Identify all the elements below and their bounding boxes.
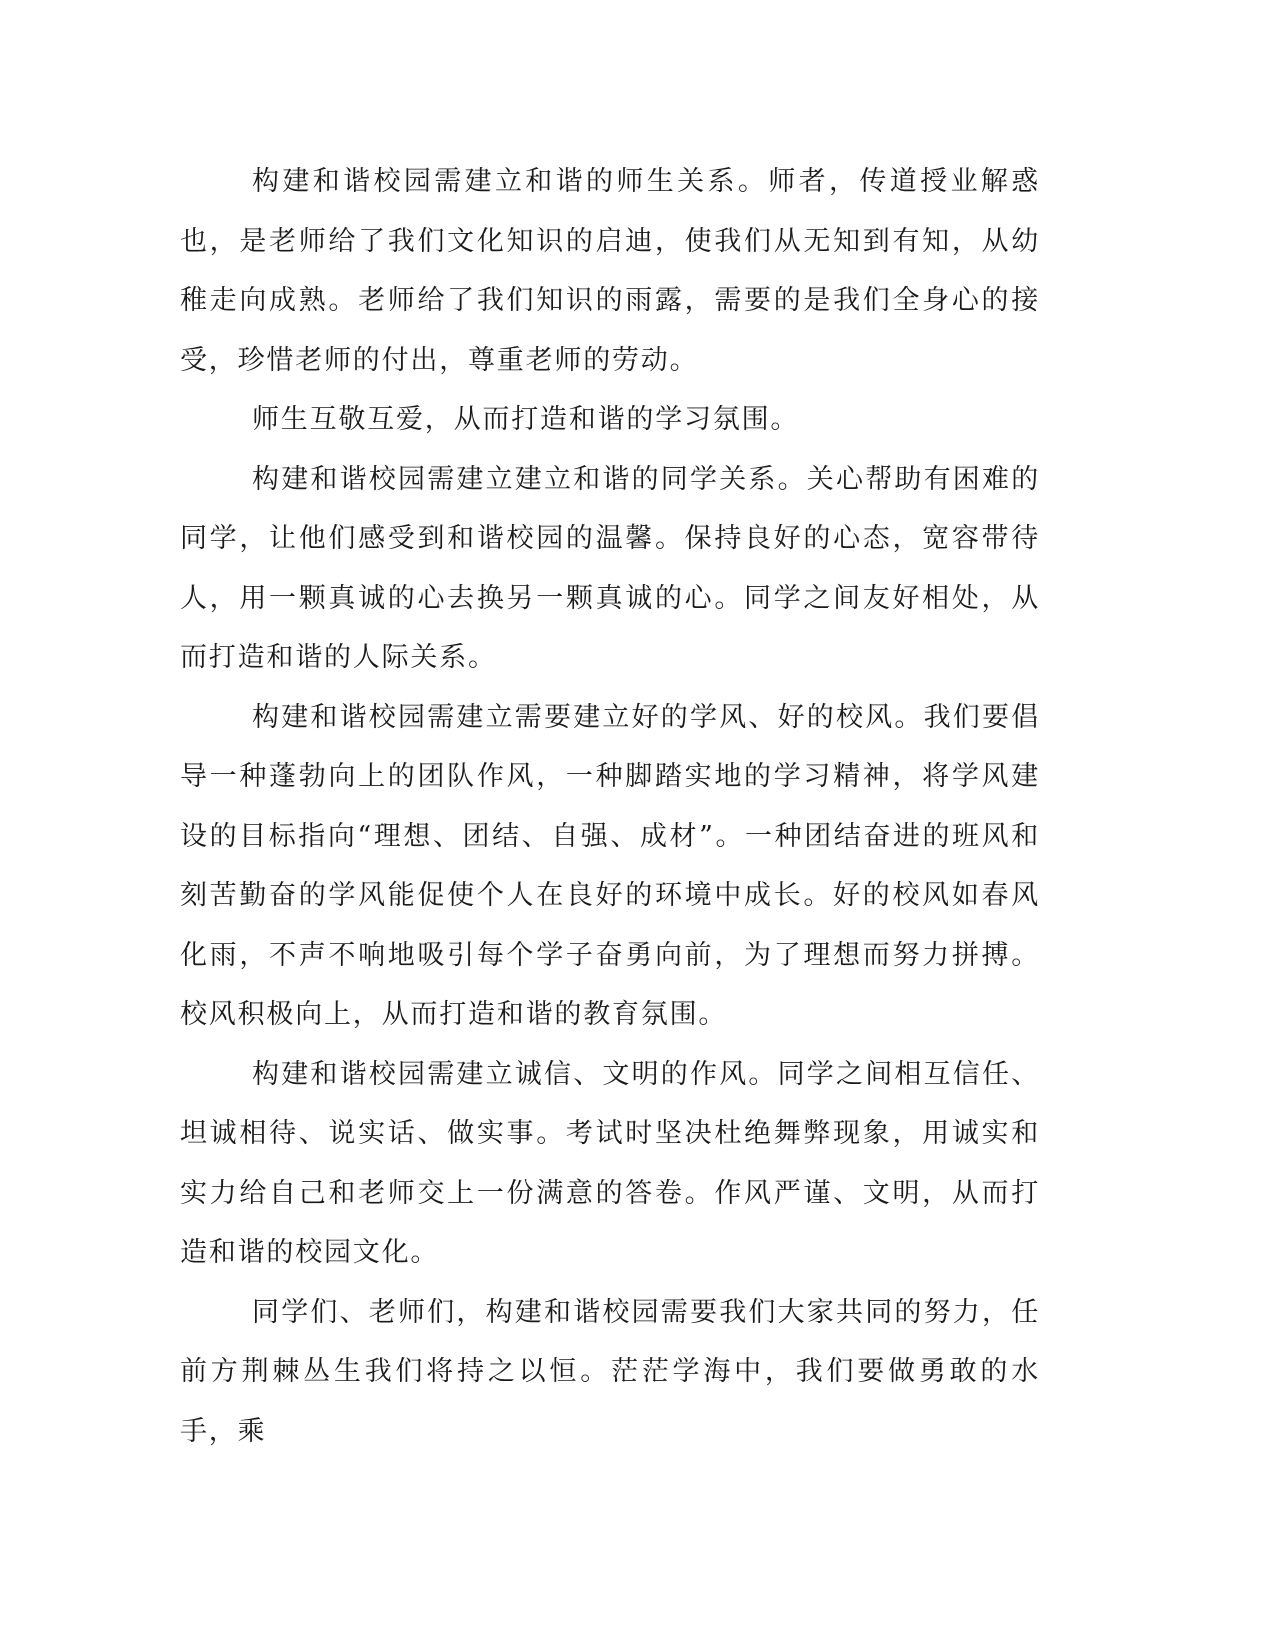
paragraph-closing: 同学们、老师们，构建和谐校园需要我们大家共同的努力，任前方荆棘丛生我们将持之以恒。茫茫学海中，我们要做勇敢的水手，乘 xyxy=(180,1296,1040,1447)
body-text xyxy=(180,152,1040,1461)
paragraph-mutual-respect: 师生互敬互爱，从而打造和谐的学习氛围。 xyxy=(252,404,800,435)
paragraph-classmates: 构建和谐校园需建立建立和谐的同学关系。关心帮助有困难的同学，让他们感受到和谐校园的温馨。保持良好的心态，宽容带待人，用一颗真诚的心去换另一颗真诚的心。同学之间友好相处，从而打造和谐的人际关系。 xyxy=(180,463,1040,673)
paragraph-integrity: 构建和谐校园需建立诚信、文明的作风。同学之间相互信任、坦诚相待、说实话、做实事。考试时坚决杜绝舞弊现象，用诚实和实力给自己和老师交上一份满意的答卷。作风严谨、文明，从而打造和谐的校园文化。 xyxy=(180,1058,1040,1268)
paragraph-teacher-student: 构建和谐校园需建立和谐的师生关系。师者，传道授业解惑也，是老师给了我们文化知识的启迪，使我们从无知到有知，从幼稚走向成熟。老师给了我们知识的雨露，需要的是我们全身心的接受，珍惜老师的付出，尊重老师的劳动。 xyxy=(180,166,1040,376)
paragraph-study-style: 构建和谐校园需建立需要建立好的学风、好的校风。我们要倡导一种蓬勃向上的团队作风，一种脚踏实地的学习精神，将学风建设的目标指向“理想、团结、自强、成材”。一种团结奋进的班风和刻苦勤奋的学风能促使个人在良好的环境中成长。好的校风如春风化雨，不声不响地吸引每个学子奋勇向前，为了理想而努力拼搏。校风积极向上，从而打造和谐的教育氛围。 xyxy=(180,701,1040,1030)
